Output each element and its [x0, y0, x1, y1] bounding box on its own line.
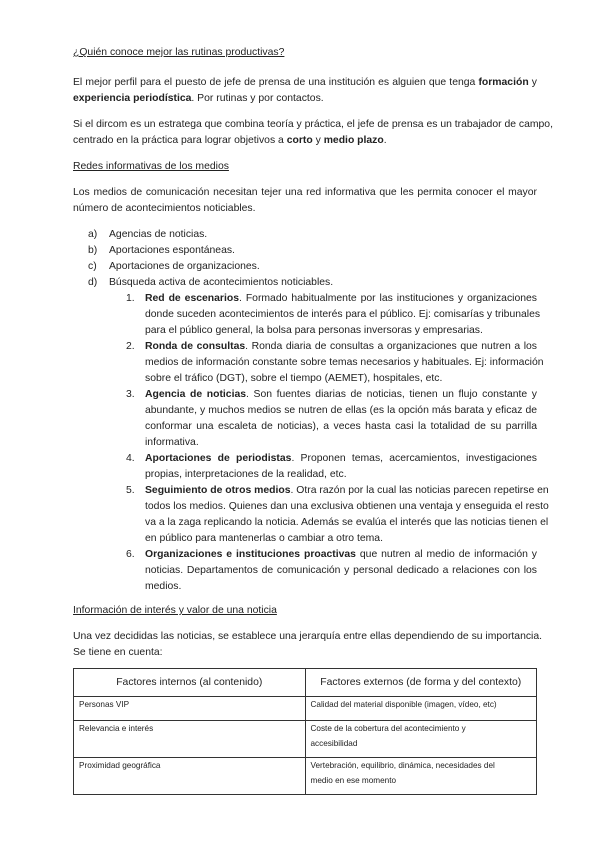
list-marker: b): [88, 245, 98, 256]
sublist-line: Aportaciones de periodistas. Proponen temas, acercamientos, investigaciones: [145, 453, 538, 464]
sublist-line: sobre el tráfico (DGT), sobre el tiempo (AEMET), hospitales, etc.: [145, 373, 443, 384]
sublist-line: todos los medios. Quienes dan una exclusiva obtienen una ventaja y enseguida el resto: [145, 501, 549, 512]
paragraph-line: número de acontecimientos noticiables.: [73, 203, 256, 214]
paragraph-line: experiencia periodística. Por rutinas y por contactos.: [73, 93, 324, 104]
table-row: [74, 697, 537, 721]
sublist-marker: 2.: [126, 341, 135, 352]
table-header-internal: Factores internos (al contenido): [74, 669, 306, 697]
list-marker: c): [88, 261, 97, 272]
paragraph-line: Se tiene en cuenta:: [73, 647, 163, 658]
table-row: [74, 758, 537, 795]
table-header-row: [74, 669, 537, 697]
table-cell-external: Calidad del material disponible (imagen, vídeo, etc): [305, 697, 537, 721]
table-cell-external: [305, 758, 537, 795]
factors-table: [73, 668, 537, 795]
sublist-line: Seguimiento de otros medios. Otra razón por la cual las noticias parecen repetirse en: [145, 485, 549, 496]
section-heading-redes: Redes informativas de los medios: [73, 161, 229, 172]
sublist-line: propias, interpretaciones de la realidad, etc.: [145, 469, 347, 480]
sublist-line: Ronda de consultas. Ronda diaria de consultas a organizaciones que nutren a los: [145, 341, 537, 352]
cell-line: Vertebración, equilibrio, dinámica, necesidades del: [310, 761, 495, 770]
list-item: Agencias de noticias.: [109, 229, 208, 240]
sublist-line: Agencia de noticias. Son fuentes diarias de noticias, tienen un flujo constante y: [145, 389, 538, 400]
list-item: Búsqueda activa de acontecimientos noticiables.: [109, 277, 334, 288]
paragraph-line: centrado en la práctica para lograr objetivos a corto y medio plazo.: [73, 135, 387, 146]
sublist-marker: 6.: [126, 549, 135, 560]
sublist-line: abundante, y muchos medios se nutren de ellas (es la opción más barata y eficaz de: [145, 405, 537, 416]
table-row: [74, 721, 537, 758]
paragraph-line: Una vez decididas las noticias, se establece una jerarquía entre ellas dependiendo de su importancia.: [73, 631, 543, 642]
sublist-line: Red de escenarios. Formado habitualmente por las instituciones y organizaciones: [145, 293, 537, 304]
paragraph-line: El mejor perfil para el puesto de jefe de prensa de una institución es alguien que tenga formación y: [73, 77, 537, 88]
list-marker: d): [88, 277, 98, 288]
paragraph-line: Los medios de comunicación necesitan tejer una red informativa que les permita conocer el mayor: [73, 187, 537, 198]
sublist-line: Organizaciones e instituciones proactivas que nutren al medio de información y: [145, 549, 537, 560]
sublist-line: conformar una escaleta de noticias), a veces hasta casi la totalidad de su parrilla: [145, 421, 537, 432]
table-cell-internal: Personas VIP: [74, 697, 306, 721]
list-item: Aportaciones de organizaciones.: [109, 261, 260, 272]
table-header-external: Factores externos (de forma y del contexto): [305, 669, 537, 697]
cell-line: medio en ese momento: [310, 776, 397, 785]
section-heading-informacion: Información de interés y valor de una noticia: [73, 605, 277, 616]
sublist-line: va a la zaga replicando la noticia. Además se evalúa el interés que las noticias tienen el: [145, 517, 549, 528]
list-item: Aportaciones espontáneas.: [109, 245, 235, 256]
sublist-line: medios.: [145, 581, 182, 592]
list-marker: a): [88, 229, 98, 240]
table-cell-internal: Relevancia e interés: [74, 721, 306, 758]
sublist-marker: 5.: [126, 485, 135, 496]
sublist-line: medios de información constante sobre temas necesarios y habituales. Ej: información: [145, 357, 544, 368]
sublist-line: donde suceden acontecimientos de interés para el público. Ej: comisarías y tribunales: [145, 309, 541, 320]
table-cell-external: [305, 721, 537, 758]
sublist-line: para el público general, la bolsa para personas inversoras y empresarias.: [145, 325, 483, 336]
table-cell-internal: Proximidad geográfica: [74, 758, 306, 795]
cell-line: Coste de la cobertura del acontecimiento y: [310, 724, 466, 733]
cell-line: accesibilidad: [310, 739, 358, 748]
sublist-line: noticias. Departamentos de comunicación y personal dedicado a relaciones con los: [145, 565, 537, 576]
sublist-line: informativa.: [145, 437, 199, 448]
sublist-marker: 3.: [126, 389, 135, 400]
sublist-marker: 1.: [126, 293, 135, 304]
sublist-line: en público para mantenerlas o cambiar a otro tema.: [145, 533, 383, 544]
section-heading-rutinas: ¿Quién conoce mejor las rutinas productivas?: [73, 47, 285, 58]
paragraph-line: Si el dircom es un estratega que combina teoría y práctica, el jefe de prensa es un trabajador de campo,: [73, 119, 553, 130]
sublist-marker: 4.: [126, 453, 135, 464]
